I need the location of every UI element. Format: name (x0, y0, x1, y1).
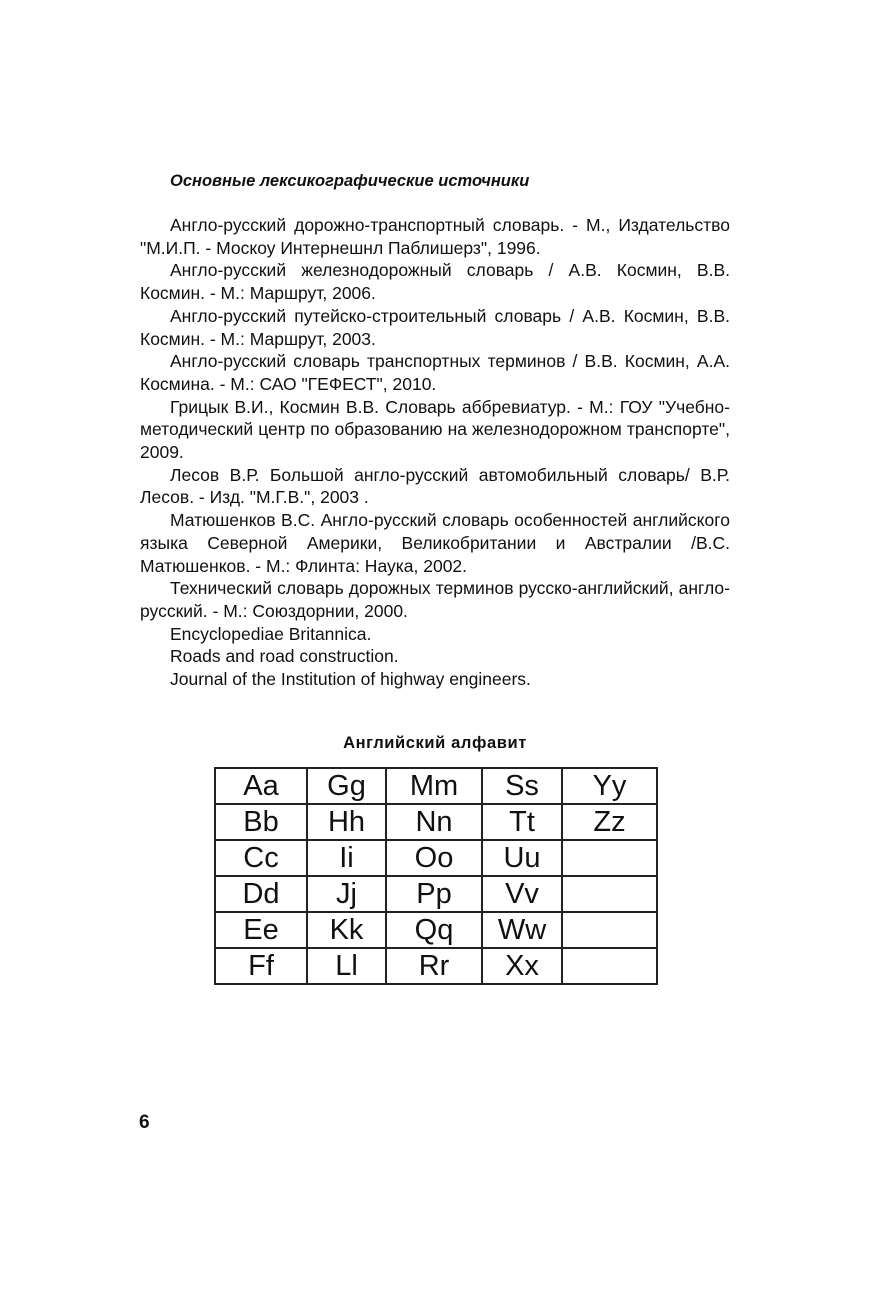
reference-item: Англо-русский дорожно-транспортный словарь. - М., Издательство "М.И.П. - Москоу Интернешнл Паблишерз", 1996. (140, 215, 730, 258)
table-cell: Ee (215, 912, 307, 948)
table-cell: Aa (215, 768, 307, 804)
table-cell: Bb (215, 804, 307, 840)
table-cell: Xx (482, 948, 562, 984)
alphabet-table (214, 767, 658, 985)
table-cell (562, 876, 657, 912)
table-row (215, 768, 657, 804)
table-cell: Yy (562, 768, 657, 804)
reference-item: Технический словарь дорожных терминов русско-английский, англо-русский. - М.: Союздорнии, 2000. (140, 578, 730, 621)
page-number: 6 (139, 1112, 150, 1133)
reference-item: Англо-русский путейско-строительный словарь / А.В. Космин, В.В. Космин. - М.: Маршрут, 2003. (140, 305, 730, 349)
table-cell: Ll (307, 948, 386, 984)
reference-item: Roads and road construction. (170, 646, 399, 667)
table-cell: Ss (482, 768, 562, 804)
table-row (215, 912, 657, 948)
reference-item: Матюшенков В.С. Англо-русский словарь особенностей английского языка Северной Америки, Великобритании и Австралии /В.С. Матюшенков. - М.: Флинта: Наука, 2002. (140, 510, 730, 576)
reference-item: Англо-русский железнодорожный словарь / А.В. Космин, В.В. Космин. - М.: Маршрут, 2006. (140, 260, 730, 304)
table-cell: Qq (386, 912, 482, 948)
reference-item: Лесов В.Р. Большой англо-русский автомобильный словарь/ В.Р. Лесов. - Изд. "М.Г.В.", 2003 . (140, 464, 730, 508)
table-cell: Mm (386, 768, 482, 804)
table-cell (562, 948, 657, 984)
table-cell: Ii (307, 840, 386, 876)
table-cell: Dd (215, 876, 307, 912)
table-cell: Uu (482, 840, 562, 876)
table-cell: Oo (386, 840, 482, 876)
reference-item: Грицык В.И., Космин В.В. Словарь аббревиатур. - М.: ГОУ "Учебно-методический центр по образованию на железнодорожном транспорте", 2009. (140, 396, 730, 463)
table-cell: Hh (307, 804, 386, 840)
table-cell: Zz (562, 804, 657, 840)
table-cell: Ww (482, 912, 562, 948)
table-cell: Pp (386, 876, 482, 912)
table-row (215, 804, 657, 840)
table-cell (562, 840, 657, 876)
table-cell: Rr (386, 948, 482, 984)
table-cell: Nn (386, 804, 482, 840)
table-cell: Ff (215, 948, 307, 984)
reference-item: Англо-русский словарь транспортных терминов / В.В. Космин, А.А. Космина. - М.: САО "ГЕФЕСТ", 2010. (140, 351, 730, 394)
section-heading: Основные лексикографические источники (170, 172, 530, 190)
table-cell: Jj (307, 876, 386, 912)
table-row (215, 840, 657, 876)
reference-list (140, 214, 730, 691)
table-cell (562, 912, 657, 948)
table-cell: Kk (307, 912, 386, 948)
table-cell: Cc (215, 840, 307, 876)
reference-item: Encyclopediae Britannica. (170, 623, 372, 644)
table-row (215, 876, 657, 912)
table-row (215, 948, 657, 984)
alphabet-table-title: Английский алфавит (343, 734, 527, 752)
table-cell: Tt (482, 804, 562, 840)
reference-item: Journal of the Institution of highway engineers. (170, 669, 531, 690)
table-cell: Gg (307, 768, 386, 804)
table-cell: Vv (482, 876, 562, 912)
